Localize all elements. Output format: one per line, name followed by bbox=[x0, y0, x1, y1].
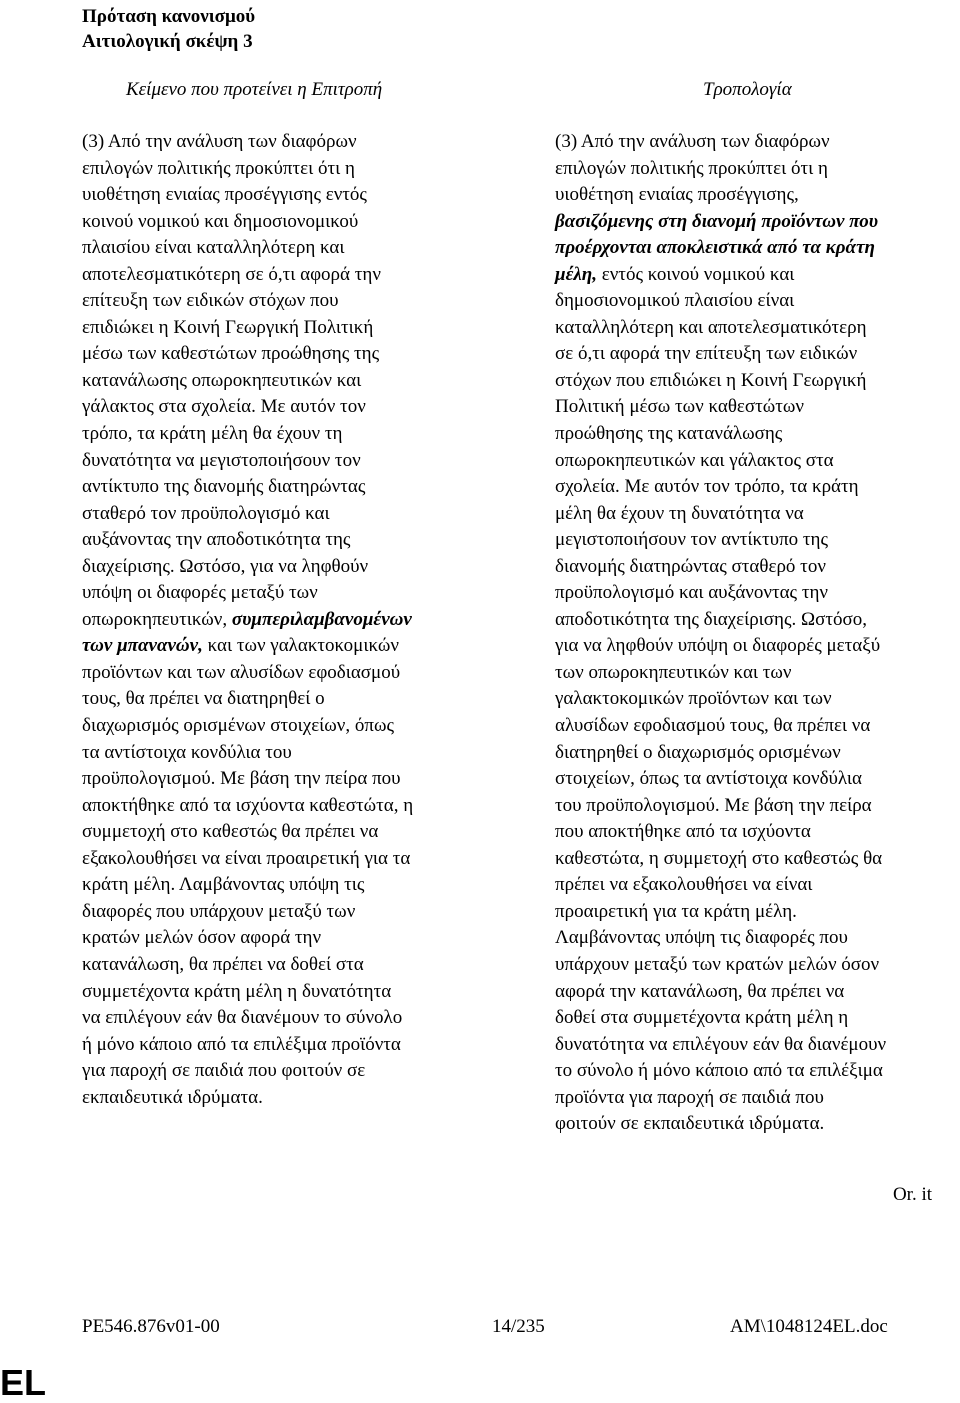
line-text: να επιλέγουν εάν θα διανέμουν το σύνολο bbox=[82, 1007, 403, 1029]
text-line bbox=[82, 633, 413, 660]
text-line bbox=[555, 952, 886, 979]
amended-text: συμπεριλαμβανομένων bbox=[231, 608, 412, 630]
line-text: πλαισίου είναι καταλληλότερη και bbox=[82, 237, 345, 259]
text-line bbox=[82, 235, 413, 262]
line-text: μέσω των καθεστώτων προώθησης της bbox=[82, 343, 380, 365]
line-text: σε ό,τι αφορά την επίτευξη των ειδικών bbox=[555, 343, 858, 365]
line-text: καταλληλότερη και αποτελεσματικότερη bbox=[555, 316, 867, 338]
text-line bbox=[555, 766, 886, 793]
text-line bbox=[82, 1058, 413, 1085]
line-text: Πολιτική μέσω των καθεστώτων bbox=[555, 396, 805, 418]
text-line bbox=[82, 979, 413, 1006]
line-text: μεγιστοποιήσουν τον αντίκτυπο της bbox=[555, 529, 829, 551]
line-text: αντίκτυπο της διανομής διατηρώντας bbox=[82, 476, 366, 498]
line-text: πρέπει να εξακολουθήσει να είναι bbox=[555, 874, 813, 896]
text-line bbox=[82, 288, 413, 315]
text-line bbox=[82, 766, 413, 793]
text-line bbox=[555, 1085, 886, 1112]
text-line bbox=[82, 527, 413, 554]
line-text: στόχων που επιδιώκει η Κοινή Γεωργική bbox=[555, 369, 867, 391]
line-text: σταθερό τον προϋπολογισμό και bbox=[82, 502, 330, 524]
text-line bbox=[82, 421, 413, 448]
line-text: συμμετέχοντα κράτη μέλη η δυνατότητα bbox=[82, 980, 392, 1002]
text-line bbox=[82, 872, 413, 899]
text-line bbox=[555, 554, 886, 581]
text-line bbox=[82, 262, 413, 289]
line-text: δημοσιονομικού πλαισίου είναι bbox=[555, 290, 795, 312]
line-text: και των γαλακτοκομικών bbox=[202, 635, 399, 657]
line-text: διαχωρισμός ορισμένων στοιχείων, όπως bbox=[82, 715, 395, 737]
text-line bbox=[555, 607, 886, 634]
footer-document-id: AM\1048124EL.doc bbox=[730, 1316, 888, 1337]
text-line bbox=[555, 262, 886, 289]
line-text: επίτευξη των ειδικών στόχων που bbox=[82, 290, 339, 312]
text-line bbox=[82, 1085, 413, 1112]
text-line bbox=[82, 952, 413, 979]
amended-text: βασιζόμενης στη διανομή προϊόντων που bbox=[555, 210, 879, 232]
text-line bbox=[555, 1111, 886, 1138]
text-line bbox=[555, 474, 886, 501]
line-text: καθεστώτα, η συμμετοχή στο καθεστώς θα bbox=[555, 847, 883, 869]
line-text: αυξάνοντας την αποδοτικότητα της bbox=[82, 529, 351, 551]
text-line bbox=[555, 713, 886, 740]
line-text: διατηρηθεί ο διαχωρισμός ορισμένων bbox=[555, 741, 841, 763]
recital-title: Αιτιολογική σκέψη 3 bbox=[82, 31, 253, 52]
text-line bbox=[82, 156, 413, 183]
text-line bbox=[555, 979, 886, 1006]
amended-text: μέλη, bbox=[555, 263, 597, 285]
line-text: υπάρχουν μεταξύ των κρατών μελών όσον bbox=[555, 953, 880, 975]
text-line bbox=[82, 554, 413, 581]
line-text: οπωροκηπευτικών, bbox=[82, 608, 232, 630]
amendment-heading bbox=[82, 4, 255, 54]
line-text: προϊόντα για παροχή σε παιδιά που bbox=[555, 1086, 824, 1108]
line-text: διαχείρισης. Ωστόσο, για να ληφθούν bbox=[82, 555, 369, 577]
amended-text: προέρχονται αποκλειστικά από τα κράτη bbox=[555, 237, 875, 259]
text-line bbox=[82, 1032, 413, 1059]
text-line bbox=[555, 129, 886, 156]
text-line bbox=[555, 527, 886, 554]
text-line bbox=[82, 394, 413, 421]
line-text: γάλακτος στα σχολεία. Με αυτόν τον bbox=[82, 396, 366, 418]
line-text: για να ληφθούν υπόψη οι διαφορές μεταξύ bbox=[555, 635, 881, 657]
text-line bbox=[555, 925, 886, 952]
text-line bbox=[555, 1032, 886, 1059]
commission-text-column bbox=[82, 129, 413, 1111]
line-text: μέλη θα έχουν τη δυνατότητα να bbox=[555, 502, 804, 524]
text-line bbox=[82, 686, 413, 713]
line-text: προϋπολογισμού. Με βάση την πείρα που bbox=[82, 768, 401, 790]
text-line bbox=[555, 341, 886, 368]
text-line bbox=[555, 872, 886, 899]
text-line bbox=[555, 368, 886, 395]
text-line bbox=[555, 288, 886, 315]
line-text: διανομής διατηρώντας σταθερό τον bbox=[555, 555, 826, 577]
text-line bbox=[82, 368, 413, 395]
line-text: οπωροκηπευτικών και γάλακτος στα bbox=[555, 449, 834, 471]
line-text: το σύνολο ή μόνο κάποιο από τα επιλέξιμα bbox=[555, 1060, 883, 1082]
text-line bbox=[82, 846, 413, 873]
line-text: στοιχείων, όπως τα αντίστοιχα κονδύλια bbox=[555, 768, 862, 790]
text-line bbox=[82, 925, 413, 952]
line-text: αλυσίδων εφοδιασμού τους, θα πρέπει να bbox=[555, 715, 871, 737]
text-line bbox=[82, 660, 413, 687]
text-line bbox=[555, 448, 886, 475]
text-line bbox=[82, 182, 413, 209]
text-line bbox=[555, 156, 886, 183]
line-text: προϊόντων και των αλυσίδων εφοδιασμού bbox=[82, 661, 401, 683]
line-text: εξακολουθήσει να είναι προαιρετική για τα bbox=[82, 847, 411, 869]
line-text: (3) Από την ανάλυση των διαφόρων bbox=[555, 131, 830, 152]
text-line bbox=[555, 686, 886, 713]
line-text: συμμετοχή στο καθεστώς θα πρέπει να bbox=[82, 821, 379, 843]
text-line bbox=[555, 660, 886, 687]
amended-text: των μπανανών, bbox=[82, 635, 203, 657]
text-line bbox=[82, 501, 413, 528]
line-text: δοθεί στα συμμετέχοντα κράτη μέλη η bbox=[555, 1007, 849, 1029]
amendment-text-column bbox=[555, 129, 886, 1138]
text-line bbox=[555, 819, 886, 846]
line-text: κατανάλωση, θα πρέπει να δοθεί στα bbox=[82, 953, 364, 975]
line-text: προϋπολογισμό και αυξάνοντας την bbox=[555, 582, 828, 604]
text-line bbox=[555, 1005, 886, 1032]
line-text: κατανάλωσης οπωροκηπευτικών και bbox=[82, 369, 362, 391]
text-line bbox=[555, 235, 886, 262]
line-text: επιλογών πολιτικής προκύπτει ότι η bbox=[82, 157, 355, 179]
text-line bbox=[555, 209, 886, 236]
text-line bbox=[82, 315, 413, 342]
line-text: του προϋπολογισμού. Με βάση την πείρα bbox=[555, 794, 872, 816]
line-text: τρόπο, τα κράτη μέλη θα έχουν τη bbox=[82, 423, 343, 445]
text-line bbox=[555, 793, 886, 820]
text-line bbox=[82, 129, 413, 156]
line-text: υιοθέτηση ενιαίας προσέγγισης εντός bbox=[82, 184, 367, 206]
line-text: επιλογών πολιτικής προκύπτει ότι η bbox=[555, 157, 828, 179]
footer-page-number: 14/235 bbox=[492, 1316, 545, 1337]
language-code: EL bbox=[0, 1362, 47, 1403]
line-text: αφορά την κατανάλωση, θα πρέπει να bbox=[555, 980, 845, 1002]
text-line bbox=[555, 394, 886, 421]
line-text: εντός κοινού νομικού και bbox=[596, 263, 795, 285]
line-text: διαφορές που υπάρχουν μεταξύ των bbox=[82, 900, 356, 922]
line-text: αποδοτικότητα της διαχείρισης. Ωστόσο, bbox=[555, 608, 867, 630]
text-line bbox=[555, 846, 886, 873]
line-text: υιοθέτηση ενιαίας προσέγγισης, bbox=[555, 184, 799, 206]
text-line bbox=[555, 633, 886, 660]
text-line bbox=[555, 182, 886, 209]
line-text: αποκτήθηκε από τα ισχύοντα καθεστώτα, η bbox=[82, 794, 414, 816]
text-line bbox=[82, 793, 413, 820]
line-text: που αποκτήθηκε από τα ισχύοντα bbox=[555, 821, 811, 843]
line-text: Λαμβάνοντας υπόψη τις διαφορές που bbox=[555, 927, 848, 949]
line-text: κρατών μελών όσον αφορά την bbox=[82, 927, 322, 949]
original-language: Or. it bbox=[892, 1184, 932, 1205]
proposal-title: Πρόταση κανονισμού bbox=[82, 6, 256, 27]
line-text: δυνατότητα να επιλέγουν εάν θα διανέμουν bbox=[555, 1033, 887, 1055]
line-text: ή μόνο κάποιο από τα επιλέξιμα προϊόντα bbox=[82, 1033, 401, 1055]
text-line bbox=[82, 209, 413, 236]
commission-text-heading: Κείμενο που προτείνει η Επιτροπή bbox=[126, 79, 383, 100]
text-line bbox=[82, 341, 413, 368]
text-line bbox=[82, 580, 413, 607]
text-line bbox=[82, 740, 413, 767]
footer-reference: PE546.876v01-00 bbox=[82, 1316, 220, 1337]
line-text: κοινού νομικού και δημοσιονομικού bbox=[82, 210, 359, 232]
text-line bbox=[82, 1005, 413, 1032]
text-line bbox=[82, 474, 413, 501]
line-text: προώθησης της κατανάλωσης bbox=[555, 423, 783, 445]
line-text: φοιτούν σε εκπαιδευτικά ιδρύματα. bbox=[555, 1113, 825, 1135]
line-text: κράτη μέλη. Λαμβάνοντας υπόψη τις bbox=[82, 874, 365, 896]
text-line bbox=[82, 819, 413, 846]
amendment-text-heading: Τροπολογία bbox=[703, 79, 792, 100]
text-line bbox=[555, 501, 886, 528]
line-text: τους, θα πρέπει να διατηρηθεί ο bbox=[82, 688, 325, 710]
text-line bbox=[82, 448, 413, 475]
line-text: αποτελεσματικότερη σε ό,τι αφορά την bbox=[82, 263, 381, 285]
line-text: εκπαιδευτικά ιδρύματα. bbox=[82, 1086, 263, 1108]
text-line bbox=[555, 899, 886, 926]
text-line bbox=[555, 740, 886, 767]
line-text: υπόψη οι διαφορές μεταξύ των bbox=[82, 582, 318, 604]
text-line bbox=[82, 713, 413, 740]
text-line bbox=[555, 421, 886, 448]
text-line bbox=[555, 1058, 886, 1085]
text-line bbox=[555, 315, 886, 342]
line-text: για παροχή σε παιδιά που φοιτούν σε bbox=[82, 1060, 366, 1082]
line-text: δυνατότητα να μεγιστοποιήσουν τον bbox=[82, 449, 361, 471]
text-line bbox=[82, 607, 413, 634]
line-text: των οπωροκηπευτικών και των bbox=[555, 661, 792, 683]
text-line bbox=[555, 580, 886, 607]
line-text: επιδιώκει η Κοινή Γεωργική Πολιτική bbox=[82, 316, 374, 338]
text-line bbox=[82, 899, 413, 926]
line-text: προαιρετική για τα κράτη μέλη. bbox=[555, 900, 797, 922]
line-text: γαλακτοκομικών προϊόντων και των bbox=[555, 688, 832, 710]
line-text: (3) Από την ανάλυση των διαφόρων bbox=[82, 131, 357, 152]
line-text: τα αντίστοιχα κονδύλια του bbox=[82, 741, 292, 763]
line-text: σχολεία. Με αυτόν τον τρόπο, τα κράτη bbox=[555, 476, 859, 498]
